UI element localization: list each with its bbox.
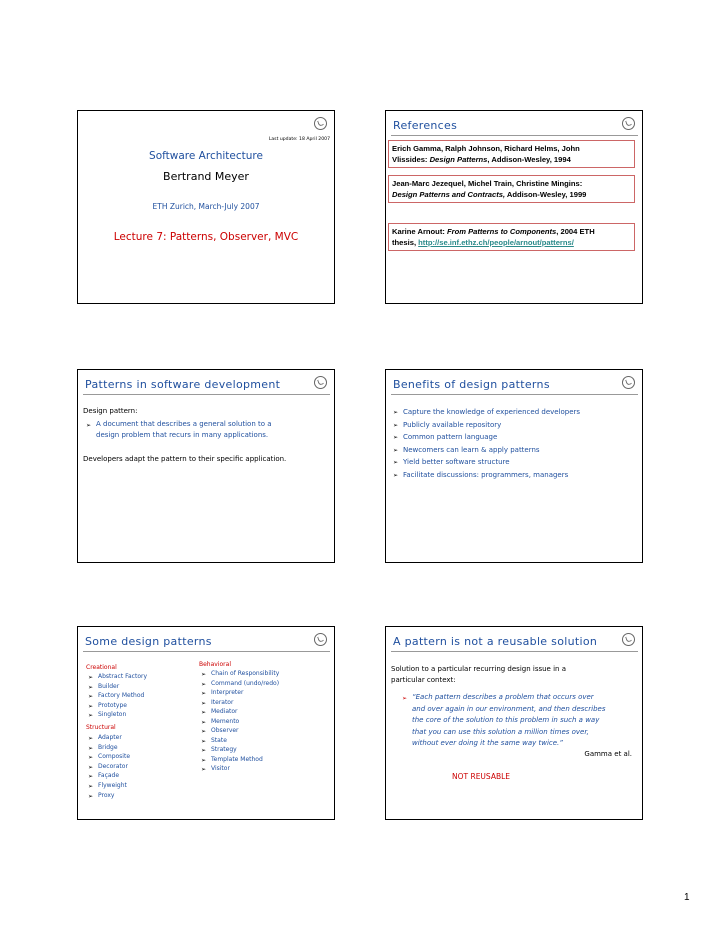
bullet-arrow-icon: ➢ — [88, 674, 94, 681]
behavioral-label: Behavioral — [199, 661, 231, 668]
bullet-arrow-icon: ➢ — [88, 702, 94, 710]
list-item: ➢ Command (undo/redo) — [201, 679, 280, 688]
definition-heading: Design pattern: — [83, 407, 138, 415]
bullet-arrow-icon: ➢ — [201, 690, 207, 697]
quote-attribution: Gamma et al. — [584, 750, 632, 758]
eth-logo-icon — [622, 117, 635, 130]
list-item: ➢ Facilitate discussions: programmers, managers — [403, 469, 580, 482]
title-divider — [83, 394, 330, 395]
reference-jezequel: Jean-Marc Jezequel, Michel Train, Christine Mingins: Design Patterns and Contracts, Addison-Wesley, 1999 — [388, 175, 635, 203]
definition-bullet: ➢ A document that describes a general solution to a design problem that recurs in many applications. — [86, 420, 272, 439]
bullet-arrow-icon: ➢ — [393, 446, 399, 454]
slide-not-reusable — [385, 626, 643, 820]
slide-some-design-patterns — [77, 626, 335, 820]
bullet-arrow-icon: ➢ — [393, 434, 399, 441]
not-reusable-label: NOT REUSABLE — [452, 772, 511, 781]
structural-label: Structural — [86, 724, 116, 731]
bullet-arrow-icon: ➢ — [201, 728, 207, 735]
slide-title: Some design patterns — [85, 635, 212, 648]
list-item: ➢ Bridge — [88, 743, 118, 752]
eth-logo-icon — [314, 376, 327, 389]
bullet-arrow-icon: ➢ — [88, 754, 94, 762]
list-item: ➢ Builder — [88, 682, 120, 691]
title-divider — [391, 135, 638, 136]
slide-title: A pattern is not a reusable solution — [393, 635, 598, 648]
last-update: Last update: 18 April 2007 — [268, 137, 330, 142]
list-item: ➢ Capture the knowledge of experienced developers — [403, 406, 580, 419]
list-item: ➢ Interpreter — [201, 689, 244, 697]
bullet-arrow-icon: ➢ — [201, 756, 207, 764]
adaptation-note: Developers adapt the pattern to their specific application. — [83, 455, 287, 463]
creational-label: Creational — [86, 664, 117, 671]
list-item: ➢ Iterator — [201, 698, 234, 707]
bullet-arrow-icon: ➢ — [88, 782, 94, 790]
title-divider — [83, 651, 330, 652]
list-item: ➢ State — [201, 736, 227, 745]
title-divider — [391, 651, 638, 652]
list-item: ➢ Proxy — [88, 791, 115, 800]
list-item: ➢ Visitor — [201, 765, 230, 773]
arnout-patterns-link[interactable]: http://se.inf.ethz.ch/people/arnout/patterns/ — [418, 238, 574, 247]
list-item: ➢ Façade — [88, 772, 120, 781]
list-item: ➢ Observer — [201, 727, 239, 735]
bullet-arrow-icon: ➢ — [393, 421, 399, 429]
bullet-arrow-icon: ➢ — [402, 695, 408, 702]
title-divider — [391, 394, 638, 395]
bullet-arrow-icon: ➢ — [393, 409, 399, 416]
list-item: ➢ Factory Method — [88, 692, 145, 701]
list-item: ➢ Chain of Responsibility — [201, 670, 280, 678]
list-item: ➢ Singleton — [88, 711, 127, 720]
eth-logo-icon — [314, 633, 327, 646]
intro-text: Solution to a particular recurring design issue in a particular context: — [391, 665, 566, 684]
list-item: ➢ Publicly available repository — [403, 419, 580, 432]
list-item: ➢ Decorator — [88, 762, 128, 771]
list-item: ➢ Yield better software structure — [403, 456, 580, 469]
bullet-arrow-icon: ➢ — [88, 773, 94, 781]
slide-patterns-in-software — [77, 369, 335, 563]
slide-benefits — [385, 369, 643, 563]
gamma-quote: ➢ “Each pattern describes a problem that occurs over and over again in our environment, and then describes the core of the solution to this problem in such a way that you can use this solution a million times over, without ever doing it the same way twice.” — [402, 693, 606, 747]
slide-title: References — [393, 119, 458, 132]
bullet-arrow-icon: ➢ — [201, 747, 207, 754]
list-item: ➢ Composite — [88, 753, 131, 762]
bullet-arrow-icon: ➢ — [393, 471, 399, 479]
structural-list — [88, 733, 131, 800]
bullet-arrow-icon: ➢ — [88, 712, 94, 720]
slide-title-page — [77, 110, 335, 304]
bullet-arrow-icon: ➢ — [86, 422, 92, 429]
bullet-arrow-icon: ➢ — [88, 693, 94, 701]
bullet-arrow-icon: ➢ — [88, 763, 94, 771]
creational-list — [88, 672, 148, 720]
list-item: ➢ Common pattern language — [403, 431, 580, 444]
list-item: ➢ Abstract Factory — [88, 673, 148, 681]
bullet-arrow-icon: ➢ — [201, 737, 207, 745]
list-item: ➢ Adapter — [88, 734, 122, 742]
benefits-list — [393, 406, 581, 481]
bullet-arrow-icon: ➢ — [88, 744, 94, 752]
reference-gamma: Erich Gamma, Ralph Johnson, Richard Helms, John Vlissides: Design Patterns, Addison-Wesley, 1994 — [388, 140, 635, 168]
eth-logo-icon — [622, 376, 635, 389]
behavioral-list — [201, 669, 280, 774]
bullet-arrow-icon: ➢ — [393, 459, 399, 466]
reference-arnout: Karine Arnout: From Patterns to Components, 2004 ETH thesis, http://se.inf.ethz.ch/people/arnout/patterns/ — [388, 223, 635, 251]
list-item: ➢ Template Method — [201, 755, 263, 764]
bullet-arrow-icon: ➢ — [201, 766, 207, 773]
list-item: ➢ Memento — [201, 717, 240, 726]
bullet-arrow-icon: ➢ — [201, 699, 207, 707]
lecture-title: Lecture 7: Patterns, Observer, MVC — [113, 231, 299, 243]
eth-logo-icon — [622, 633, 635, 646]
slide-title: Benefits of design patterns — [393, 378, 550, 391]
bullet-arrow-icon: ➢ — [88, 792, 94, 800]
list-item: ➢ Prototype — [88, 701, 127, 710]
bullet-arrow-icon: ➢ — [201, 680, 207, 688]
eth-logo-icon — [314, 117, 327, 130]
bullet-arrow-icon: ➢ — [201, 718, 207, 726]
slide-references — [385, 110, 643, 304]
list-item: ➢ Newcomers can learn & apply patterns — [403, 444, 580, 457]
list-item: ➢ Flyweight — [88, 781, 127, 790]
course-place: ETH Zurich, March-July 2007 — [152, 202, 260, 211]
bullet-arrow-icon: ➢ — [88, 683, 94, 691]
course-title: Software Architecture — [149, 150, 263, 162]
slide-title: Patterns in software development — [85, 378, 281, 391]
bullet-arrow-icon: ➢ — [201, 709, 207, 716]
bullet-arrow-icon: ➢ — [201, 671, 207, 678]
list-item: ➢ Mediator — [201, 708, 238, 716]
list-item: ➢ Strategy — [201, 746, 237, 754]
page-number: 1 — [684, 892, 690, 903]
bullet-arrow-icon: ➢ — [88, 735, 94, 742]
author-name: Bertrand Meyer — [163, 170, 249, 183]
